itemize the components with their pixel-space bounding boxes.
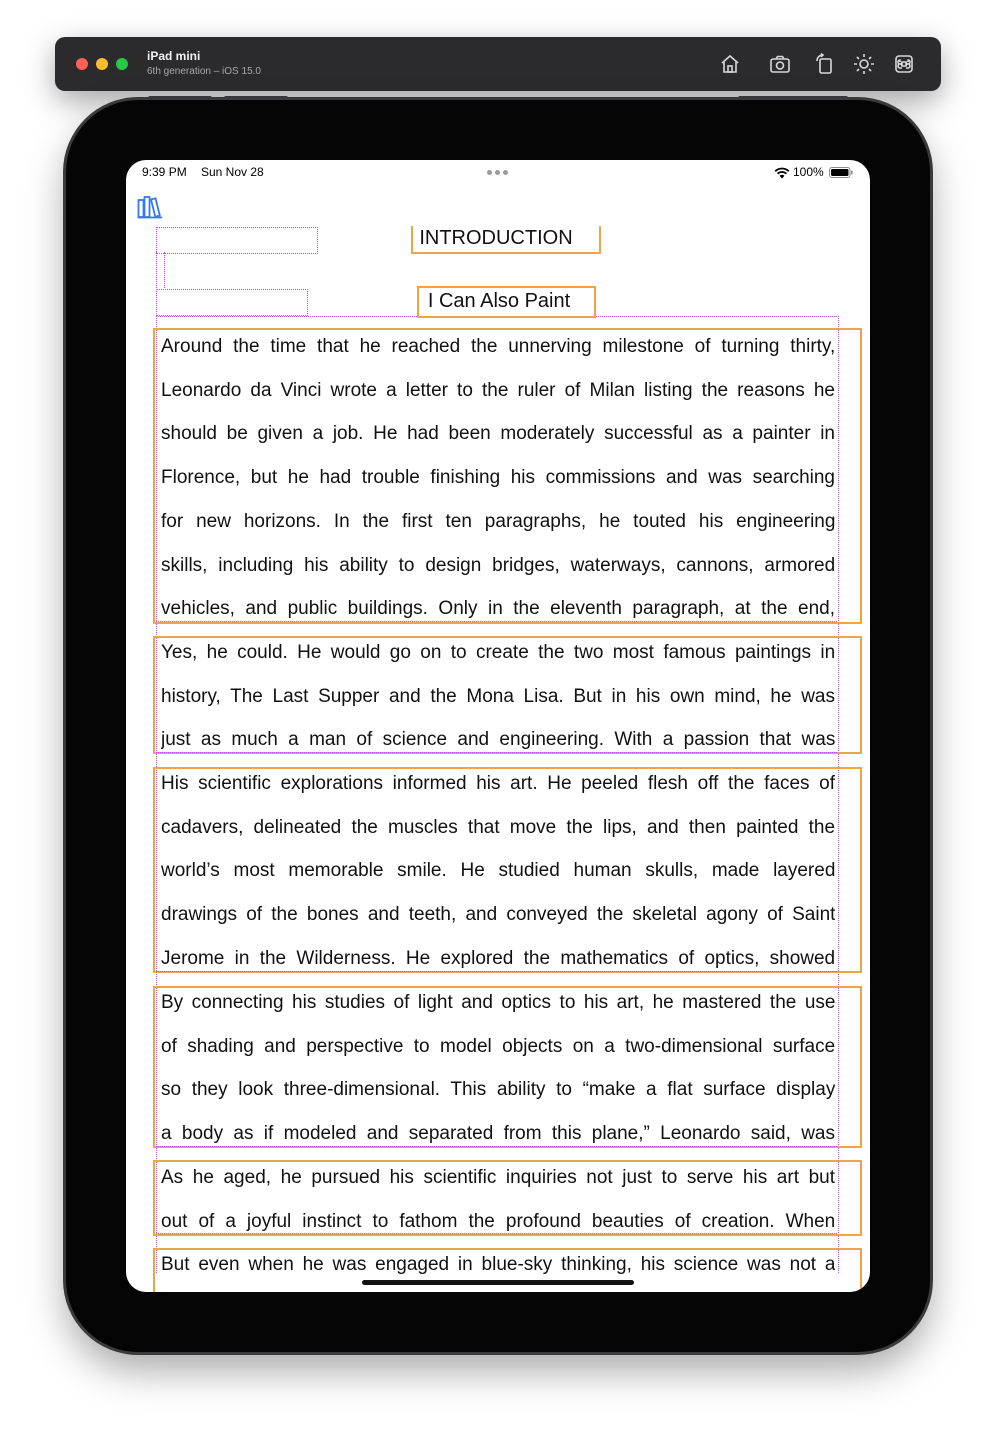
chapter-subtitle: I Can Also Paint [427,290,571,312]
zoom-window-button[interactable] [116,58,128,70]
chapter-title: INTRODUCTION [419,227,573,249]
simulator-title-bar [55,37,941,91]
multitasking-dots[interactable] [487,170,509,176]
wifi-icon [774,167,790,179]
battery-percentage: 100% [793,165,824,179]
debug-outline [156,752,837,753]
debug-outline [156,971,837,972]
status-time: 9:39 PM [142,165,187,179]
keyboard-icon [892,52,916,76]
screenshot-icon [768,52,792,76]
home-button[interactable] [718,52,742,76]
paragraph: By connecting his studies of light and optics to his art, he mastered the use of shading and perspective to model objects on a two-dimensional surface so they look three-dimensional. This ability to “make a flat surface display a body as if modeled and separated from this plane,” Leonardo said, was [161,992,835,1145]
home-icon [718,52,742,76]
status-date: Sun Nov 28 [201,165,264,179]
minimize-window-button[interactable] [96,58,108,70]
debug-outline [164,252,165,288]
appearance-icon [852,52,876,76]
debug-outline [156,621,837,622]
paragraph: His scientific explorations informed his art. He peeled flesh off the faces of cadavers, delineated the muscles that move the lips, and then painted the world’s most memorable smile. He studied human skulls, made layered drawings of the bones and teeth, and conveyed the skeletal agony of Saint Jerome in the Wilderness. He explored the mathematics of optics, showed [161,773,835,969]
paragraph: But even when he was engaged in blue-sky thinking, his science was not a [161,1254,835,1275]
rotate-icon [813,52,837,76]
device-detail: 6th generation – iOS 15.0 [147,66,261,77]
ipad-screen [126,160,870,1292]
debug-outline [156,289,308,316]
paragraph: As he aged, he pursued his scientific inquiries not just to serve his art but out of a joyful instinct to fathom the profound beauties of creation. When [161,1167,835,1232]
rotate-button[interactable] [813,52,837,76]
screenshot-button[interactable] [768,52,792,76]
device-name: iPad mini [147,49,201,63]
debug-outline [156,1146,837,1147]
paragraph: Around the time that he reached the unnerving milestone of turning thirty, Leonardo da Vinci wrote a letter to the ruler of Milan listing the reasons he should be given a job. He had been moderately successful as a painter in Florence, but he had trouble finishing his commissions and was searching for new horizons. In the first ten paragraphs, he touted his engineering skills, including his ability to design bridges, waterways, cannons, armored vehicles, and public buildings. Only in the eleventh paragraph, at the end, [161,336,835,620]
books-icon[interactable] [137,195,163,219]
battery-icon [829,167,853,178]
home-indicator[interactable] [362,1280,634,1285]
close-window-button[interactable] [76,58,88,70]
paragraph: Yes, he could. He would go on to create the two most famous paintings in history, The Last Supper and the Mona Lisa. But in his own mind, he was just as much a man of science and engineering. With a passion that was [161,642,835,751]
appearance-button[interactable] [852,52,876,76]
debug-outline [156,227,318,254]
keyboard-button[interactable] [892,52,916,76]
debug-outline [156,1233,837,1234]
